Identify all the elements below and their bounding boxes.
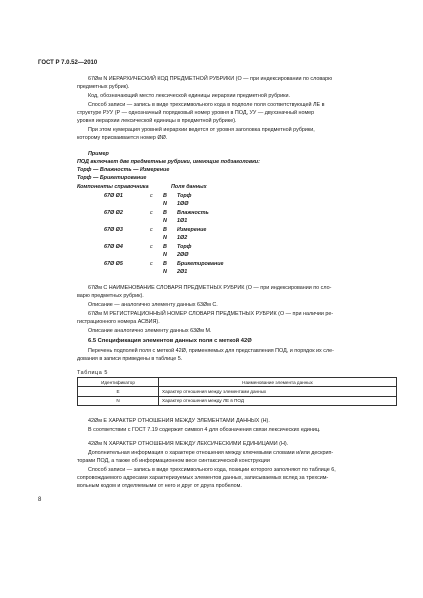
para-42n-line: Способ записи — запись в виде трехсимвольного кода, позиции которого заполняют по таблице 6,	[88, 467, 336, 473]
example-line: Торф — Влажность — Измерение	[77, 167, 170, 173]
para-67n-line: которому присваивается номер ØØ.	[77, 135, 168, 141]
para-67m-line: гистрационного номера АСВИЯ).	[77, 319, 160, 325]
example-col-header: Поля данных	[171, 184, 207, 190]
page-number: 8	[38, 497, 42, 503]
section-text-line: Перечень подполей поля с меткой 42Ø, применяемых для представления ПОД, и порядок их сле-	[88, 348, 334, 354]
example-tag: 67Ø Ø5	[104, 261, 123, 267]
example-value: 1Ø2	[177, 235, 188, 241]
example-line: ПОД включает две предметные рубрики, имеющие подзаголовки:	[77, 159, 260, 165]
example-line: Торф — Брикетирование	[77, 175, 147, 181]
para-67n-line: уровня иерархии лексической единицы в предметной рубрике).	[77, 118, 237, 124]
example-field-code: B	[163, 261, 167, 267]
para-42n-heading: 42Øм N ХАРАКТЕР ОТНОШЕНИЯ МЕЖДУ ЛЕКСИЧЕСКИМИ ЕДИНИЦАМИ (Н).	[88, 441, 289, 447]
example-indicator: с	[150, 227, 153, 233]
para-67n-line: структуре РУУ (Р — однозначный порядковый номер уровня в ПОД, УУ — двухзначный номер	[77, 110, 315, 116]
example-indicator: с	[150, 210, 153, 216]
example-value: Торф	[177, 244, 192, 250]
example-value: 2ØØ	[177, 252, 189, 258]
example-field-code: N	[163, 252, 167, 258]
example-value: Торф	[177, 193, 192, 199]
para-67m-line: Описание аналогично элементу данных 63Øм М.	[88, 328, 212, 334]
example-indicator: с	[150, 193, 153, 199]
table-header-cell: Идентификатор	[78, 378, 159, 387]
section-heading: 6.5 Спецификация элементов данных поля с меткой 42Ø	[88, 338, 252, 344]
table-caption: Таблица 5	[77, 370, 109, 376]
page-header-title: ГОСТ Р 7.0.52—2010	[38, 60, 98, 66]
example-indicator: с	[150, 244, 153, 250]
para-42n-line: торами ПОД, а также об информационном весе синтаксической конструкции	[77, 458, 270, 464]
example-value: Брикетирование	[177, 261, 224, 267]
para-67n-line: Способ записи — запись в виде трехсимвольного кода в подполе поля соответствующей ЛЕ в	[88, 102, 325, 108]
example-value: 2Ø1	[177, 269, 188, 275]
example-value: Влажность	[177, 210, 209, 216]
para-67n-line: предметных рубрик).	[77, 84, 130, 90]
table-row	[78, 396, 397, 406]
example-label: Пример	[88, 151, 109, 157]
example-field-code: N	[163, 218, 167, 224]
para-67n-line: Код, обозначающий место лексической единицы иерархии предметной рубрики.	[88, 93, 291, 99]
para-67m-heading: 67Øм М РЕГИСТРАЦИОННЫЙ НОМЕР СЛОВАРЯ ПРЕДМЕТНЫХ РУБРИК (О — при наличии ре-	[88, 311, 334, 317]
section-text-line: дования в записи приведены в таблице 5.	[77, 356, 183, 362]
para-67n-line: При этом нумерация уровней иерархии ведется от уровня заголовка предметной рубрики,	[88, 127, 315, 133]
example-tag: 67Ø Ø3	[104, 227, 123, 233]
para-67c-line: варю предметных рубрик).	[77, 293, 144, 299]
example-value: 1ØØ	[177, 201, 189, 207]
para-42n-line: сопровождаемого адресами характеризуемых элементов данных, записываемых вслед за трехсим-	[77, 475, 329, 481]
example-tag: 67Ø Ø1	[104, 193, 123, 199]
example-field-code: N	[163, 235, 167, 241]
example-field-code: N	[163, 269, 167, 275]
example-field-code: B	[163, 193, 167, 199]
example-tag: 67Ø Ø4	[104, 244, 123, 250]
example-field-code: N	[163, 201, 167, 207]
example-indicator: с	[150, 261, 153, 267]
para-67c-line: Описание — аналогично элементу данных 63Øм С.	[88, 302, 218, 308]
example-col-header: Компоненты справочника	[77, 184, 149, 190]
example-field-code: B	[163, 227, 167, 233]
table-5	[77, 377, 397, 406]
table-cell: Характер отношения между элементами данных	[159, 387, 397, 397]
para-42e-heading: 42Øм Е ХАРАКТЕР ОТНОШЕНИЯ МЕЖДУ ЭЛЕМЕНТАМИ ДАННЫХ (Н).	[88, 418, 270, 424]
example-field-code: B	[163, 244, 167, 250]
table-header-cell: Наименование элемента данных	[159, 378, 397, 387]
example-value: Измерение	[177, 227, 207, 233]
example-field-code: B	[163, 210, 167, 216]
example-tag: 67Ø Ø2	[104, 210, 123, 216]
table-cell: E	[78, 387, 159, 397]
table-header-row	[78, 378, 397, 387]
para-42e-line: В соответствии с ГОСТ 7.19 содержит символ 4 для обозначения связи лексических единиц.	[88, 427, 321, 433]
table-cell: N	[78, 396, 159, 406]
example-value: 1Ø1	[177, 218, 188, 224]
para-67n-heading: 67Øм N ИЕРАРХИЧЕСКИЙ КОД ПРЕДМЕТНОЙ РУБРИКИ (О — при индексировании по словарю	[88, 76, 333, 82]
para-67c-heading: 67Øм С НАИМЕНОВАНИЕ СЛОВАРЯ ПРЕДМЕТНЫХ РУБРИК (О — при индексировании по сло-	[88, 285, 332, 291]
table-cell: Характер отношения между ЛЕ в ПОД	[159, 396, 397, 406]
para-42n-line: вольным кодом и отделяемыми от него и друг от друга пробелом.	[77, 483, 242, 489]
para-42n-line: Дополнительная информация о характере отношения между ключевыми словами и/или дескрип-	[88, 450, 334, 456]
table-row	[78, 387, 397, 397]
